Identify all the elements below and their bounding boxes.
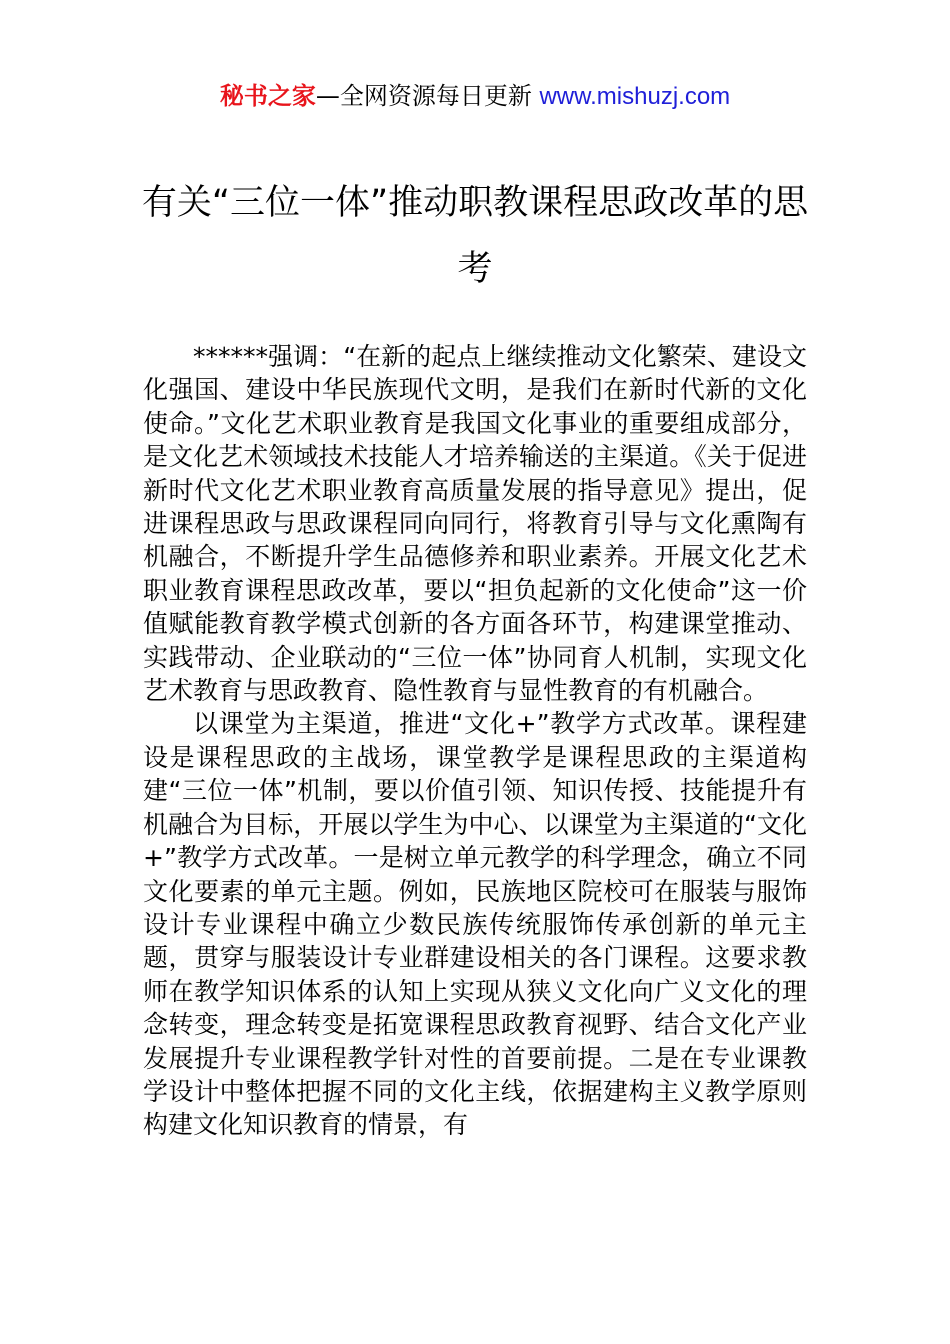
paragraph-intro: ******强调：“在新的起点上继续推动文化繁荣、建设文化强国、建设中华民族现代文明，是我们在新时代新的文化使命。”文化艺术职业教育是我国文化事业的重要组成部分，是文化艺术领域技术技能人才培养输送的主渠道。《关于促进新时代文化艺术职业教育高质量发展的指导意见》提出，促进课程思政与思政课程同向同行，将教育引导与文化熏陶有机融合，不断提升学生品德修养和职业素养。开展文化艺术职业教育课程思政改革，要以“担负起新的文化使命”这一价值赋能教育教学模式创新的各方面各环节，构建课堂推动、实践带动、企业联动的“三位一体”协同育人机制，实现文化艺术教育与思政教育、隐性教育与显性教育的有机融合。 [143,342,807,706]
document-body [143,340,807,1142]
site-url[interactable]: www.mishuzj.com [539,83,731,110]
site-brand: 秘书之家 [219,82,316,110]
site-header [0,80,950,113]
paragraph-classroom: 以课堂为主渠道，推进“文化+”教学方式改革。课程建设是课程思政的主战场，课堂教学是课程思政的主渠道构建“三位一体”机制，要以价值引领、知识传授、技能提升有机融合为目标，开展以学生为中心、以课堂为主渠道的“文化+”教学方式改革。一是树立单元教学的科学理念，确立不同文化要素的单元主题。例如，民族地区院校可在服装与服饰设计专业课程中确立少数民族传统服饰传承创新的单元主题，贯穿与服装设计专业群建设相关的各门课程。这要求教师在教学知识体系的认知上实现从狭义文化向广义文化的理念转变，理念转变是拓宽课程思政教育视野、结合文化产业发展提升专业课程教学针对性的首要前提。二是在专业课教学设计中整体把握不同的文化主线，依据建构主义教学原则构建文化知识教育的情景，有 [143,709,807,1140]
document-title: 有关“三位一体”推动职教课程思政改革的思考 [141,183,809,289]
site-tagline: —全网资源每日更新 [315,82,540,110]
